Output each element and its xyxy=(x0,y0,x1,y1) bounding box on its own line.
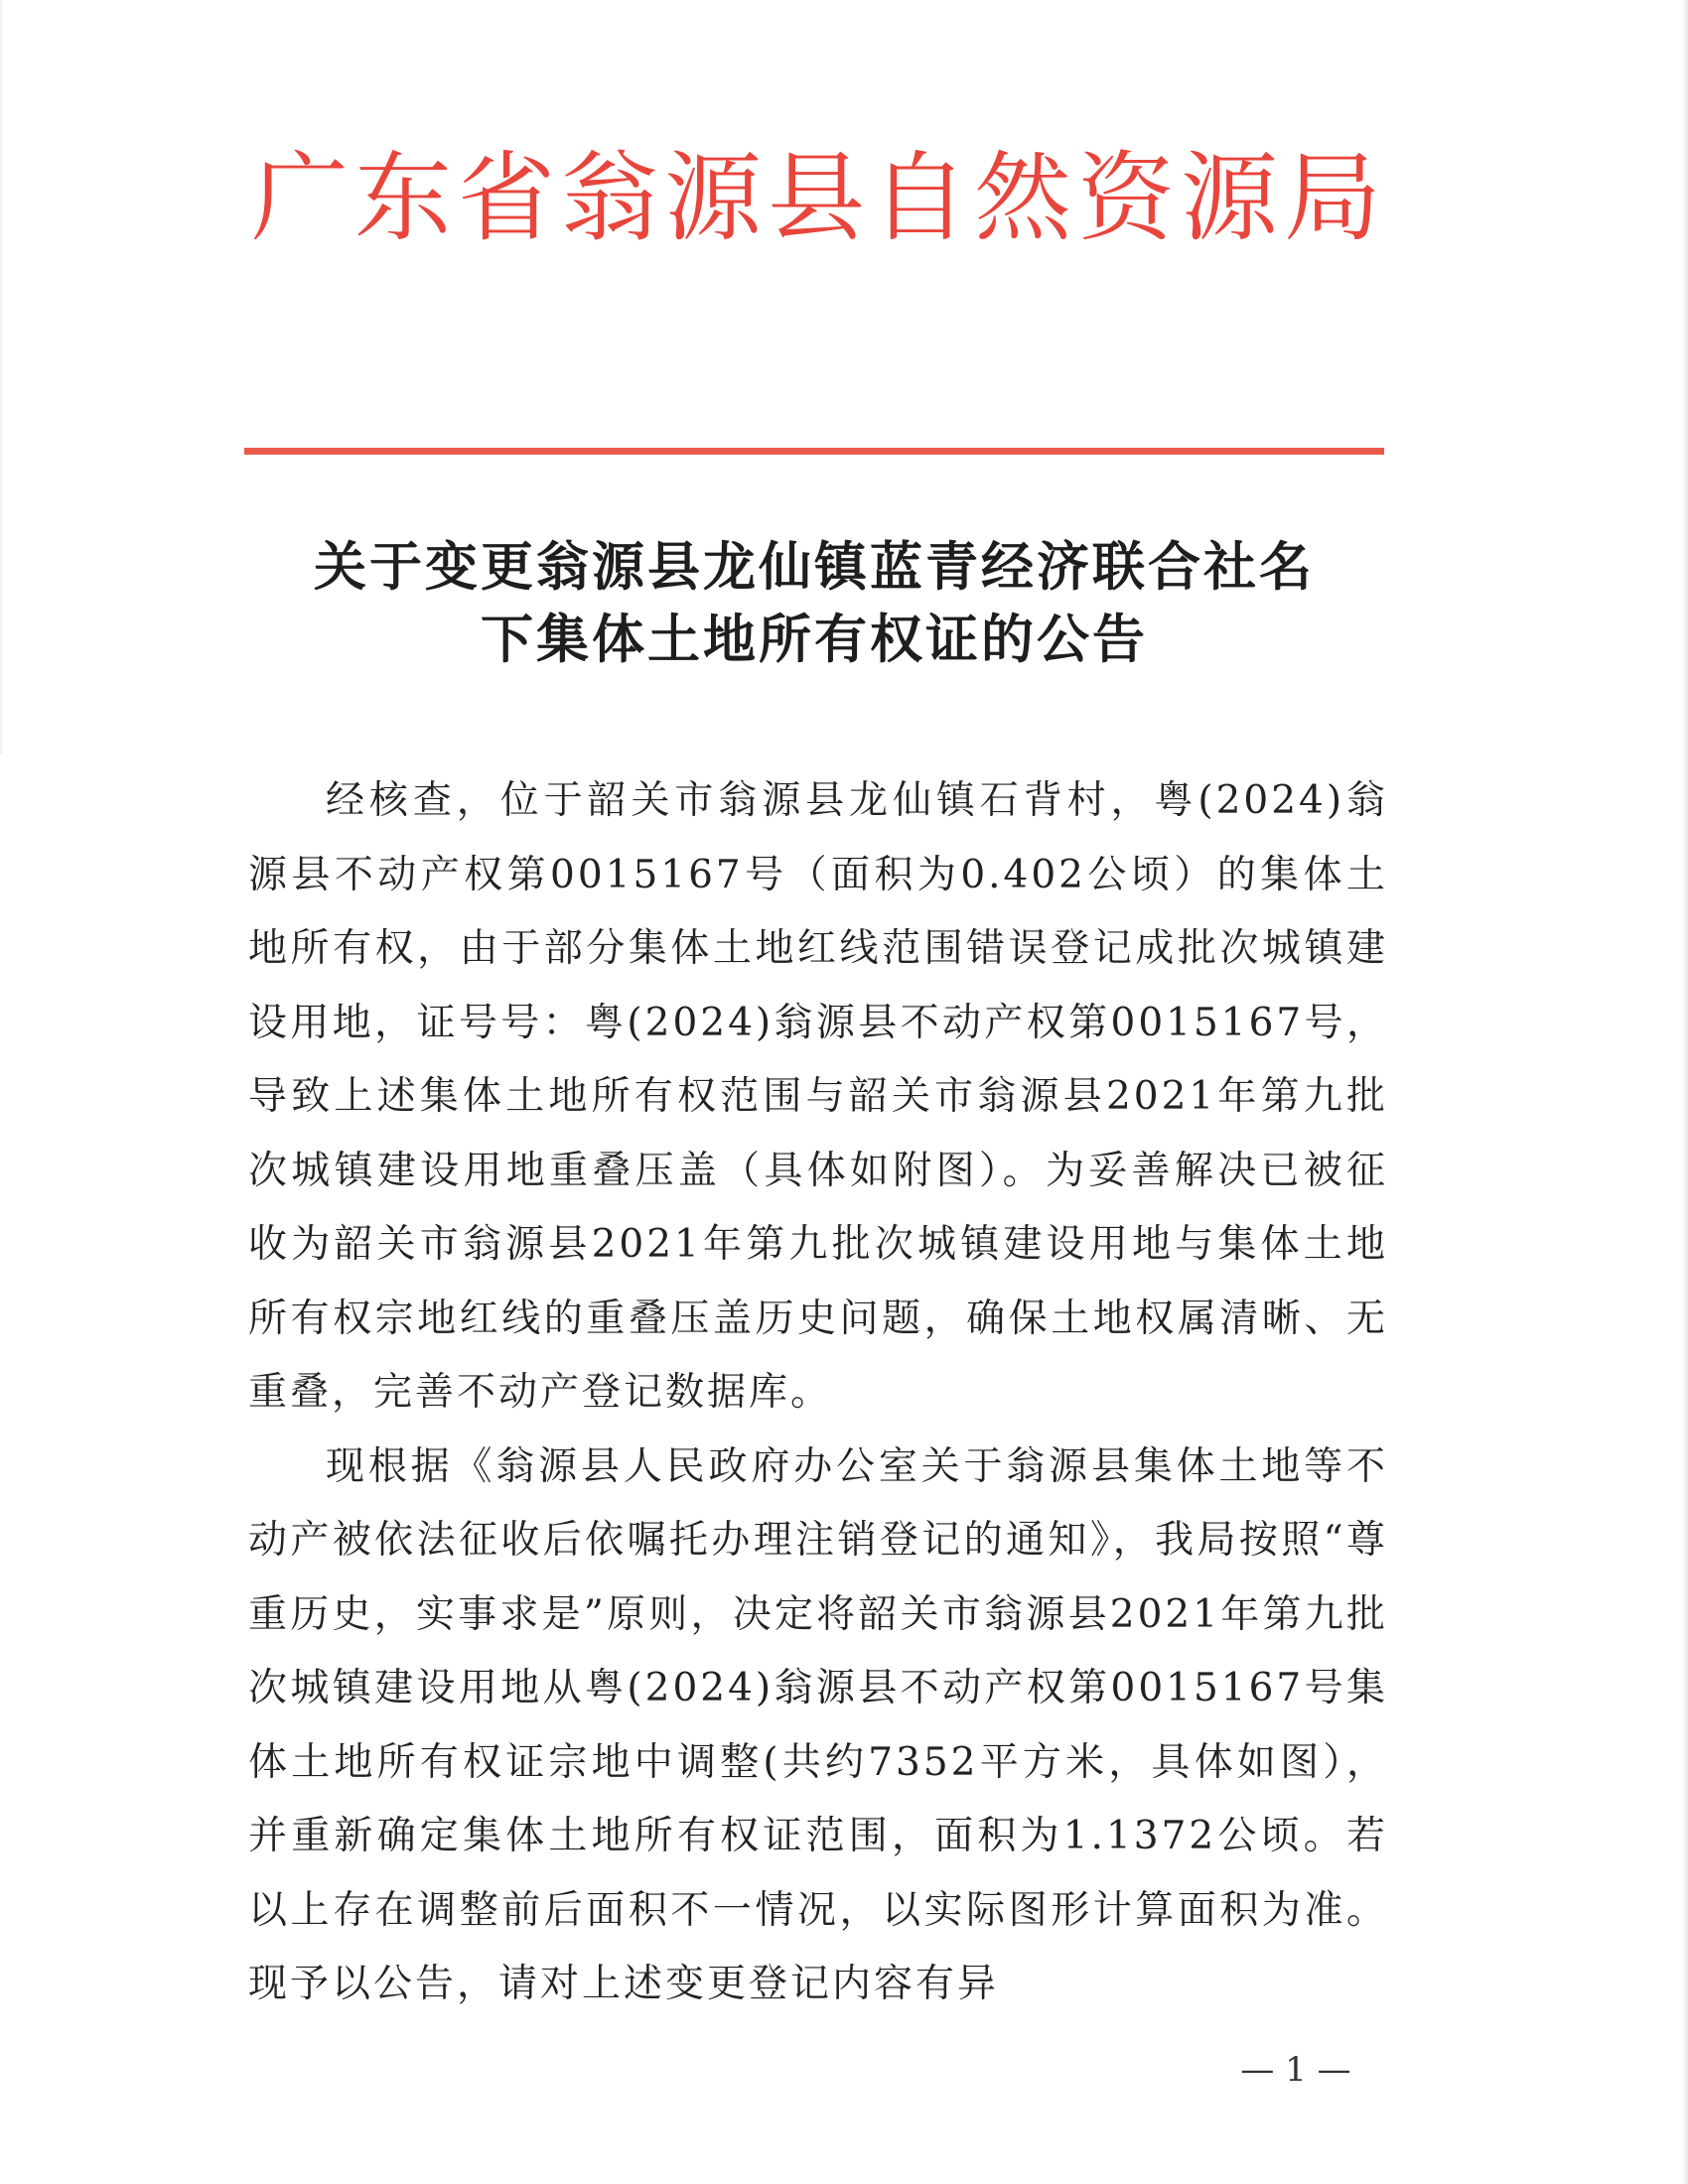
paragraph-findings: 经核查，位于韶关市翁源县龙仙镇石背村，粤(2024)翁源县不动产权第0015167号（面积为0.402公顷）的集体土地所有权，由于部分集体土地红线范围错误登记成批次城镇建设用地，证号号：粤(2024)翁源县不动产权第0015167号，导致上述集体土地所有权范围与韶关市翁源县2021年第九批次城镇建设用地重叠压盖（具体如附图）。为妥善解决已被征收为韶关市翁源县2021年第九批次城镇建设用地与集体土地所有权宗地红线的重叠压盖历史问题，确保土地权属清晰、无重叠，完善不动产登记数据库。 xyxy=(248,778,1388,1415)
red-divider xyxy=(244,448,1384,455)
document-title-line-2: 下集体土地所有权证的公告 xyxy=(481,610,1148,670)
paragraph-decision: 现根据《翁源县人民政府办公室关于翁源县集体土地等不动产被依法征收后依嘱托办理注销登记的通知》，我局按照“尊重历史，实事求是”原则，决定将韶关市翁源县2021年第九批次城镇建设用地从粤(2024)翁源县不动产权第0015167号集体土地所有权证宗地中调整(共约7352平方米，具体如图），并重新确定集体土地所有权证范围，面积为1.1372公顷。若以上存在调整前后面积不一情况，以实际图形计算面积为准。现予以公告，请对上述变更登记内容有异 xyxy=(248,1443,1388,2006)
agency-masthead: 广东省翁源县自然资源局 xyxy=(250,142,1387,255)
document-title-line-1: 关于变更翁源县龙仙镇蓝青经济联合社名 xyxy=(314,537,1315,598)
page-edge-left xyxy=(0,0,4,754)
document-title xyxy=(238,531,1390,676)
page-number: — 1 — xyxy=(1240,2050,1351,2090)
document-body xyxy=(248,764,1388,2022)
page-edge-right xyxy=(1682,0,1688,2184)
